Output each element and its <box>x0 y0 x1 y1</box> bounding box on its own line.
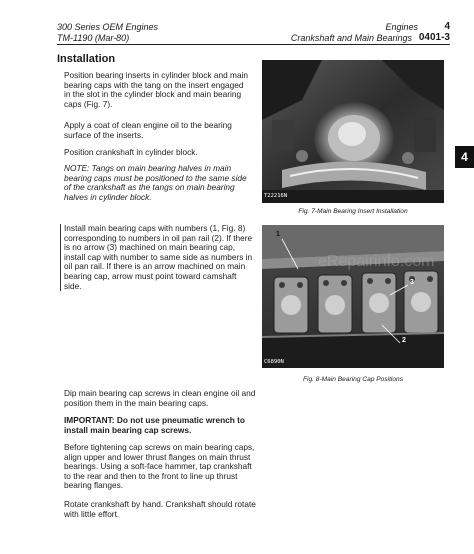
header-rule <box>57 44 450 45</box>
paragraph-dip-screws: Dip main bearing cap screws in clean engine oil and position them in the main bearing caps. <box>64 388 256 408</box>
figure-8-illustration <box>262 225 444 368</box>
header-manual-title: 300 Series OEM Engines <box>57 22 159 32</box>
figure-8-photo <box>262 225 444 368</box>
paragraph-install-caps: Install main bearing caps with numbers (1, Fig. 8) corresponding to numbers in oil pan rail (2). If there is no arrow (3) machined on main bearing cap, install cap with number to same side as numbers in oil pan rail. If there is an arrow machined on main bearing cap, arrow must point toward camshaft side. <box>60 224 254 291</box>
watermark: eRepairinfo.com <box>318 253 435 270</box>
header-page-number: 4 <box>444 21 450 32</box>
paragraph-thrust-flanges: Before tightening cap screws on main bearing caps, align upper and lower thrust flanges on main thrust bearings. Using a soft-face hammer, tap crankshaft to the rear and then to the front to line up thrust bearing flanges. <box>64 442 255 491</box>
figure-8-code: C6890N <box>264 359 284 365</box>
section-tab: 4 <box>455 146 474 168</box>
paragraph-rotate-crankshaft: Rotate crankshaft by hand. Crankshaft should rotate with little effort. <box>64 499 256 519</box>
section-title: Installation <box>57 53 116 65</box>
figure-8-callout-1: 1 <box>276 231 280 238</box>
paragraph-position-inserts: Position bearing inserts in cylinder block and main bearing caps with the tang on the insert engaged in the slot in the cylinder block and main bearing caps (Fig. 7). <box>64 70 249 109</box>
header-chapter: Engines <box>385 22 418 32</box>
figure-7-caption: Fig. 7-Main Bearing Insert Installation <box>298 208 408 215</box>
paragraph-apply-oil: Apply a coat of clean engine oil to the bearing surface of the inserts. <box>64 120 232 140</box>
header-page-code: 0401-3 <box>418 32 450 43</box>
figure-7-illustration <box>262 60 444 203</box>
figure-8-caption: Fig. 8-Main Bearing Cap Positions <box>302 376 404 383</box>
figure-8-callout-2: 2 <box>402 337 406 344</box>
figure-8-callout-3: 3 <box>410 279 414 286</box>
header-section: Crankshaft and Main Bearings <box>290 33 412 43</box>
important-pneumatic-wrench: IMPORTANT: Do not use pneumatic wrench to install main bearing cap screws. <box>64 415 245 435</box>
figure-7-photo <box>262 60 444 203</box>
header-tm-number: TM-1190 (Mar-80) <box>57 33 130 43</box>
note-tangs: NOTE: Tangs on main bearing halves in main bearing caps must be positioned to the same side of the crankshaft as the tangs on main bearing halves in cylinder block. <box>64 163 247 202</box>
figure-7-code: T22216N <box>264 193 288 199</box>
paragraph-position-crankshaft: Position crankshaft in cylinder block. <box>64 147 198 157</box>
